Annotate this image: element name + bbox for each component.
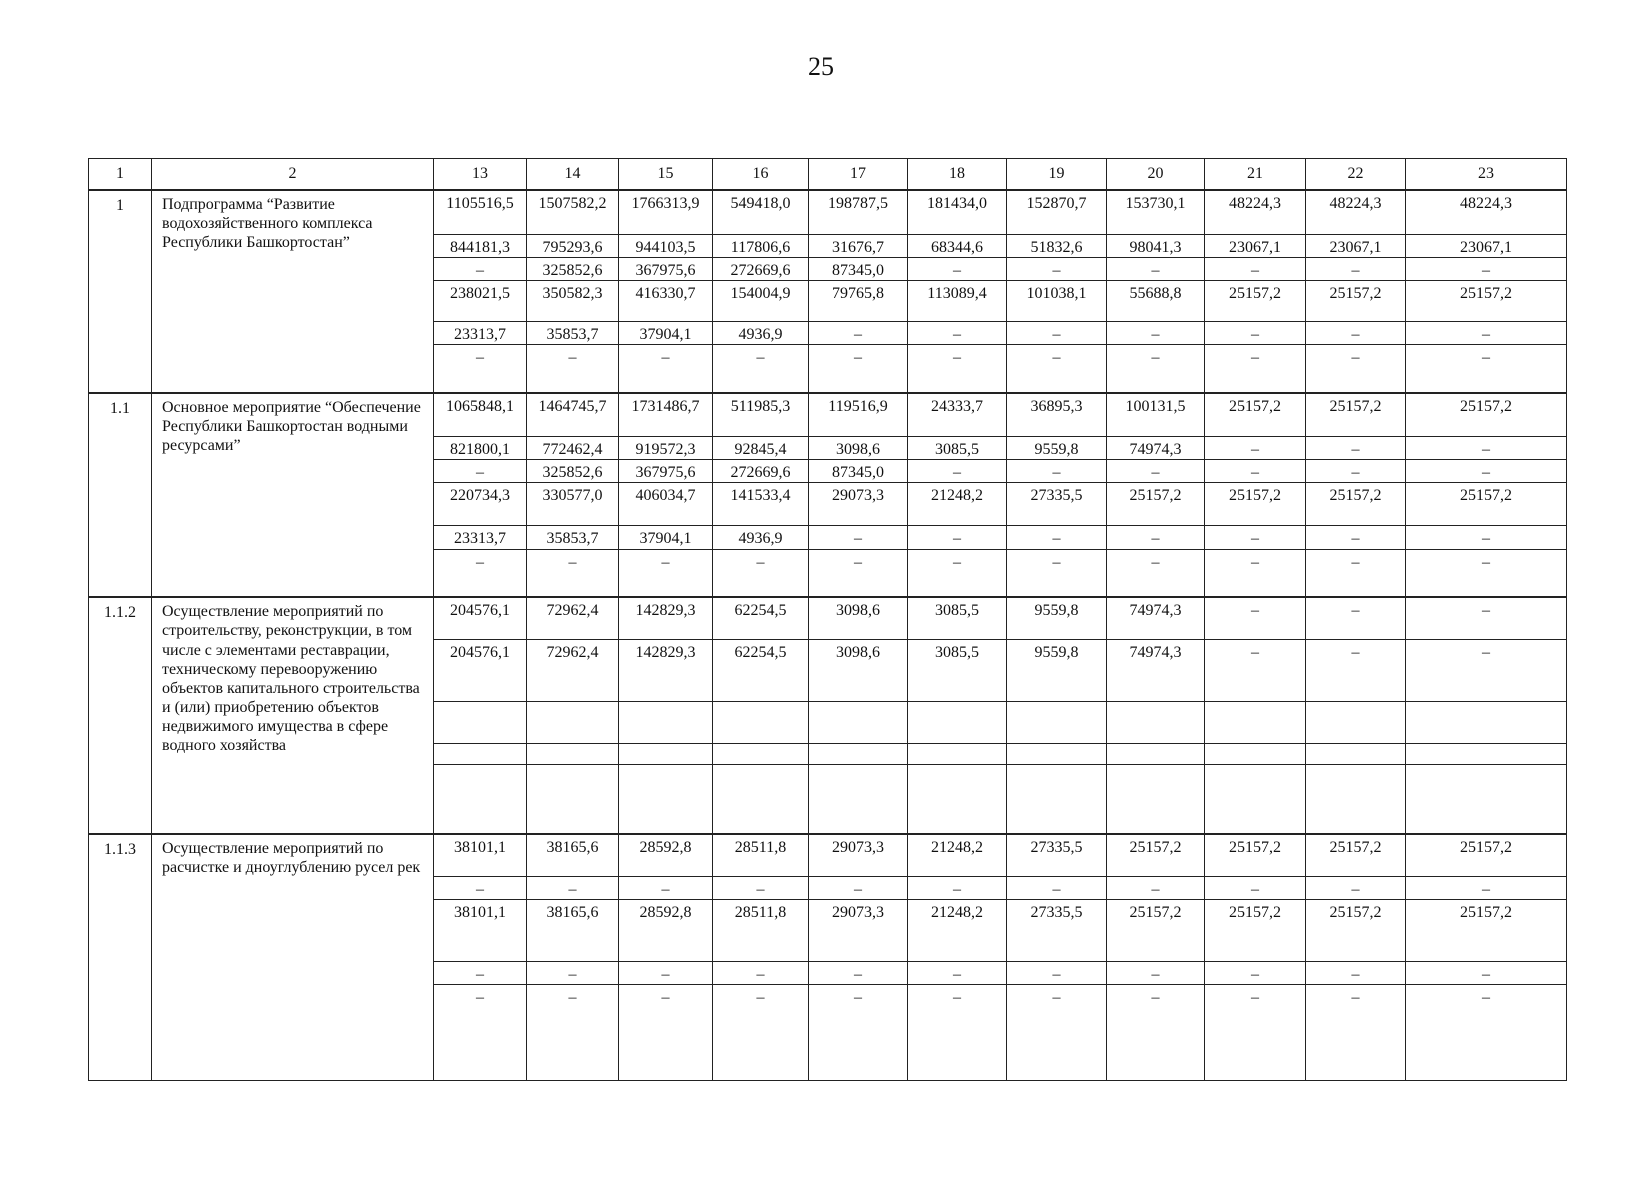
value-cell: – (1306, 876, 1406, 899)
value-cell: – (1406, 460, 1567, 483)
value-cell: – (1205, 460, 1306, 483)
value-cell: 27335,5 (1007, 899, 1107, 961)
value-cell (527, 701, 619, 743)
value-cell: 31676,7 (809, 234, 908, 257)
value-cell: – (1406, 437, 1567, 460)
value-cell: – (713, 985, 809, 1081)
value-cell: 23313,7 (434, 321, 527, 344)
value-cell: 9559,8 (1007, 437, 1107, 460)
value-cell: 87345,0 (809, 257, 908, 280)
value-cell: – (1205, 961, 1306, 984)
value-cell: – (1107, 985, 1205, 1081)
value-cell: 74974,3 (1107, 639, 1205, 701)
value-cell: – (809, 345, 908, 393)
value-cell: 238021,5 (434, 280, 527, 321)
value-cell: 48224,3 (1406, 190, 1567, 234)
value-cell: – (908, 460, 1007, 483)
value-cell (1306, 764, 1406, 834)
value-cell: – (527, 961, 619, 984)
value-cell (619, 701, 713, 743)
row-code: 1.1.2 (89, 597, 152, 834)
value-cell (527, 743, 619, 764)
value-cell (809, 743, 908, 764)
value-cell: 100131,5 (1107, 393, 1205, 437)
value-cell: – (1406, 549, 1567, 597)
value-cell (1406, 764, 1567, 834)
value-cell (1007, 743, 1107, 764)
value-cell: – (809, 985, 908, 1081)
value-cell: 141533,4 (713, 483, 809, 526)
value-cell: – (908, 876, 1007, 899)
value-cell: – (1007, 345, 1107, 393)
value-cell: – (619, 549, 713, 597)
value-cell: – (434, 961, 527, 984)
value-cell: 25157,2 (1306, 280, 1406, 321)
value-cell: 27335,5 (1007, 834, 1107, 876)
value-cell (908, 764, 1007, 834)
value-cell: 87345,0 (809, 460, 908, 483)
value-cell (713, 764, 809, 834)
value-cell: – (713, 549, 809, 597)
value-cell: 23067,1 (1406, 234, 1567, 257)
table-row (89, 393, 1567, 437)
value-cell: 35853,7 (527, 321, 619, 344)
value-cell: 38101,1 (434, 834, 527, 876)
value-cell: 3085,5 (908, 639, 1007, 701)
value-cell: 142829,3 (619, 639, 713, 701)
value-cell (1205, 701, 1306, 743)
value-cell: 23067,1 (1306, 234, 1406, 257)
value-cell: 92845,4 (713, 437, 809, 460)
value-cell: – (1205, 985, 1306, 1081)
column-header: 19 (1007, 159, 1107, 191)
value-cell: – (713, 961, 809, 984)
table-row (89, 597, 1567, 639)
value-cell: 74974,3 (1107, 597, 1205, 639)
value-cell: 25157,2 (1306, 393, 1406, 437)
value-cell: 1065848,1 (434, 393, 527, 437)
row-name: Основное мероприятие “Обеспечение Республики Башкортостан водными ресурсами” (152, 393, 434, 598)
value-cell: – (1306, 437, 1406, 460)
value-cell: – (434, 985, 527, 1081)
value-cell: 25157,2 (1205, 834, 1306, 876)
value-cell: 72962,4 (527, 597, 619, 639)
value-cell: 23067,1 (1205, 234, 1306, 257)
value-cell: 416330,7 (619, 280, 713, 321)
value-cell: – (619, 876, 713, 899)
value-cell: – (713, 345, 809, 393)
value-cell: – (1306, 345, 1406, 393)
value-cell: 74974,3 (1107, 437, 1205, 460)
value-cell: – (713, 876, 809, 899)
value-cell: – (1306, 549, 1406, 597)
value-cell: – (1306, 321, 1406, 344)
value-cell (527, 764, 619, 834)
value-cell (1406, 743, 1567, 764)
value-cell: 25157,2 (1107, 834, 1205, 876)
column-header: 14 (527, 159, 619, 191)
value-cell (1306, 743, 1406, 764)
value-cell: – (809, 526, 908, 549)
value-cell: – (1306, 257, 1406, 280)
value-cell: – (434, 257, 527, 280)
value-cell: – (1007, 257, 1107, 280)
value-cell: 3098,6 (809, 437, 908, 460)
value-cell: 844181,3 (434, 234, 527, 257)
value-cell: – (1205, 257, 1306, 280)
value-cell (908, 743, 1007, 764)
column-header: 20 (1107, 159, 1205, 191)
value-cell: 119516,9 (809, 393, 908, 437)
column-header: 16 (713, 159, 809, 191)
value-cell: 272669,6 (713, 460, 809, 483)
value-cell: 25157,2 (1107, 899, 1205, 961)
value-cell: – (1107, 961, 1205, 984)
value-cell (434, 743, 527, 764)
value-cell: 142829,3 (619, 597, 713, 639)
value-cell: 25157,2 (1205, 280, 1306, 321)
row-code: 1 (89, 190, 152, 393)
value-cell: – (1306, 639, 1406, 701)
value-cell: – (1406, 345, 1567, 393)
value-cell: 25157,2 (1406, 834, 1567, 876)
value-cell: – (908, 345, 1007, 393)
column-header: 1 (89, 159, 152, 191)
value-cell: – (809, 961, 908, 984)
value-cell: – (908, 985, 1007, 1081)
row-name: Подпрограмма “Развитие водохозяйственного комплекса Республики Башкортостан” (152, 190, 434, 393)
value-cell: 117806,6 (713, 234, 809, 257)
value-cell: 28511,8 (713, 899, 809, 961)
value-cell: 21248,2 (908, 834, 1007, 876)
value-cell: 25157,2 (1406, 280, 1567, 321)
value-cell: – (527, 985, 619, 1081)
value-cell (1205, 743, 1306, 764)
value-cell: 98041,3 (1107, 234, 1205, 257)
value-cell: 113089,4 (908, 280, 1007, 321)
value-cell: – (1107, 257, 1205, 280)
column-header: 22 (1306, 159, 1406, 191)
value-cell: – (1205, 526, 1306, 549)
value-cell: 406034,7 (619, 483, 713, 526)
value-cell: – (1007, 321, 1107, 344)
value-cell (908, 701, 1007, 743)
table-row (89, 834, 1567, 876)
value-cell: 27335,5 (1007, 483, 1107, 526)
value-cell: 62254,5 (713, 639, 809, 701)
value-cell: – (1406, 876, 1567, 899)
value-cell: 25157,2 (1406, 483, 1567, 526)
value-cell: – (1007, 876, 1107, 899)
value-cell: – (1007, 526, 1107, 549)
value-cell: – (1306, 597, 1406, 639)
value-cell: 9559,8 (1007, 639, 1107, 701)
value-cell: – (434, 876, 527, 899)
value-cell: 367975,6 (619, 257, 713, 280)
value-cell: – (527, 345, 619, 393)
value-cell: – (1406, 597, 1567, 639)
value-cell (1007, 701, 1107, 743)
value-cell: 23313,7 (434, 526, 527, 549)
value-cell: 330577,0 (527, 483, 619, 526)
value-cell: – (619, 345, 713, 393)
value-cell: 4936,9 (713, 321, 809, 344)
value-cell (1107, 701, 1205, 743)
value-cell: – (619, 985, 713, 1081)
value-cell: 62254,5 (713, 597, 809, 639)
value-cell (1406, 701, 1567, 743)
value-cell (1107, 743, 1205, 764)
budget-table (88, 158, 1567, 1081)
value-cell: – (1107, 345, 1205, 393)
value-cell: 37904,1 (619, 526, 713, 549)
value-cell: 29073,3 (809, 899, 908, 961)
value-cell (619, 743, 713, 764)
value-cell: – (434, 460, 527, 483)
value-cell: 152870,7 (1007, 190, 1107, 234)
value-cell: 21248,2 (908, 483, 1007, 526)
column-header: 15 (619, 159, 713, 191)
value-cell: 153730,1 (1107, 190, 1205, 234)
value-cell: 25157,2 (1306, 899, 1406, 961)
value-cell: – (908, 257, 1007, 280)
value-cell: – (1107, 526, 1205, 549)
value-cell: 3098,6 (809, 597, 908, 639)
value-cell: 25157,2 (1406, 393, 1567, 437)
value-cell (434, 764, 527, 834)
value-cell: 1464745,7 (527, 393, 619, 437)
value-cell: 36895,3 (1007, 393, 1107, 437)
value-cell: 795293,6 (527, 234, 619, 257)
value-cell: 821800,1 (434, 437, 527, 460)
value-cell: 38165,6 (527, 834, 619, 876)
value-cell: 48224,3 (1205, 190, 1306, 234)
value-cell: – (1406, 321, 1567, 344)
value-cell: 154004,9 (713, 280, 809, 321)
column-header: 13 (434, 159, 527, 191)
value-cell: 25157,2 (1107, 483, 1205, 526)
value-cell: – (527, 876, 619, 899)
value-cell: 48224,3 (1306, 190, 1406, 234)
column-header: 2 (152, 159, 434, 191)
value-cell: – (1007, 549, 1107, 597)
value-cell: – (1205, 437, 1306, 460)
value-cell: – (1205, 345, 1306, 393)
value-cell: – (619, 961, 713, 984)
value-cell: – (434, 345, 527, 393)
value-cell: 35853,7 (527, 526, 619, 549)
value-cell: – (1107, 321, 1205, 344)
value-cell: 79765,8 (809, 280, 908, 321)
column-header: 18 (908, 159, 1007, 191)
value-cell: – (1107, 460, 1205, 483)
value-cell: 367975,6 (619, 460, 713, 483)
value-cell: 350582,3 (527, 280, 619, 321)
value-cell: – (1406, 526, 1567, 549)
value-cell: – (908, 549, 1007, 597)
table-row (89, 190, 1567, 234)
value-cell: – (1107, 549, 1205, 597)
value-cell: 29073,3 (809, 483, 908, 526)
value-cell: 28511,8 (713, 834, 809, 876)
value-cell: 3085,5 (908, 437, 1007, 460)
value-cell (1205, 764, 1306, 834)
value-cell: 272669,6 (713, 257, 809, 280)
table-body (89, 190, 1567, 1081)
value-cell: 25157,2 (1406, 899, 1567, 961)
value-cell: 37904,1 (619, 321, 713, 344)
value-cell: – (809, 549, 908, 597)
value-cell: 9559,8 (1007, 597, 1107, 639)
value-cell: 1507582,2 (527, 190, 619, 234)
value-cell: 68344,6 (908, 234, 1007, 257)
value-cell: – (908, 961, 1007, 984)
value-cell (713, 701, 809, 743)
value-cell: 1766313,9 (619, 190, 713, 234)
row-code: 1.1.3 (89, 834, 152, 1080)
value-cell (1007, 764, 1107, 834)
value-cell: 944103,5 (619, 234, 713, 257)
value-cell: 28592,8 (619, 834, 713, 876)
value-cell: 51832,6 (1007, 234, 1107, 257)
value-cell: 21248,2 (908, 899, 1007, 961)
value-cell: 25157,2 (1306, 483, 1406, 526)
value-cell: – (1205, 597, 1306, 639)
value-cell (809, 701, 908, 743)
page-number: 25 (808, 52, 834, 81)
value-cell: 549418,0 (713, 190, 809, 234)
value-cell: 55688,8 (1107, 280, 1205, 321)
value-cell: 3085,5 (908, 597, 1007, 639)
row-code: 1.1 (89, 393, 152, 598)
value-cell: – (1007, 985, 1107, 1081)
value-cell: 1105516,5 (434, 190, 527, 234)
value-cell: 25157,2 (1205, 483, 1306, 526)
value-cell (434, 701, 527, 743)
value-cell: – (1406, 257, 1567, 280)
value-cell: 3098,6 (809, 639, 908, 701)
value-cell: – (1007, 961, 1107, 984)
value-cell: – (1306, 961, 1406, 984)
value-cell: 25157,2 (1306, 834, 1406, 876)
value-cell: 1731486,7 (619, 393, 713, 437)
value-cell: – (434, 549, 527, 597)
value-cell: – (1007, 460, 1107, 483)
value-cell: – (1306, 985, 1406, 1081)
value-cell: – (1205, 321, 1306, 344)
value-cell: 204576,1 (434, 639, 527, 701)
value-cell: 38101,1 (434, 899, 527, 961)
value-cell: – (1205, 549, 1306, 597)
value-cell (809, 764, 908, 834)
value-cell (619, 764, 713, 834)
table-header (89, 159, 1567, 191)
column-number-row (89, 159, 1567, 191)
value-cell: – (1306, 526, 1406, 549)
value-cell: – (908, 526, 1007, 549)
value-cell: 72962,4 (527, 639, 619, 701)
value-cell: 511985,3 (713, 393, 809, 437)
value-cell (713, 743, 809, 764)
value-cell: 38165,6 (527, 899, 619, 961)
value-cell: 29073,3 (809, 834, 908, 876)
value-cell: – (1406, 961, 1567, 984)
value-cell: – (1406, 985, 1567, 1081)
value-cell: 28592,8 (619, 899, 713, 961)
value-cell: – (1205, 639, 1306, 701)
value-cell: 4936,9 (713, 526, 809, 549)
value-cell: – (1205, 876, 1306, 899)
value-cell: – (809, 321, 908, 344)
value-cell: 25157,2 (1205, 393, 1306, 437)
value-cell: – (1306, 460, 1406, 483)
value-cell: 24333,7 (908, 393, 1007, 437)
value-cell: 325852,6 (527, 257, 619, 280)
value-cell: – (1406, 639, 1567, 701)
row-name: Осуществление мероприятий по расчистке и дноуглублению русел рек (152, 834, 434, 1080)
value-cell: – (527, 549, 619, 597)
value-cell (1306, 701, 1406, 743)
column-header: 23 (1406, 159, 1567, 191)
value-cell: 198787,5 (809, 190, 908, 234)
value-cell: – (1107, 876, 1205, 899)
value-cell: 772462,4 (527, 437, 619, 460)
value-cell: 204576,1 (434, 597, 527, 639)
column-header: 21 (1205, 159, 1306, 191)
value-cell: – (908, 321, 1007, 344)
value-cell: 325852,6 (527, 460, 619, 483)
column-header: 17 (809, 159, 908, 191)
value-cell: 181434,0 (908, 190, 1007, 234)
row-name: Осуществление мероприятий по строительству, реконструкции, в том числе с элементами реставрации, техническому перевооружению объектов капитального строительства и (или) приобретению объектов недвижимого имущества в сфере водного хозяйства (152, 597, 434, 834)
value-cell: 220734,3 (434, 483, 527, 526)
value-cell: 919572,3 (619, 437, 713, 460)
value-cell (1107, 764, 1205, 834)
value-cell: 101038,1 (1007, 280, 1107, 321)
value-cell: – (809, 876, 908, 899)
value-cell: 25157,2 (1205, 899, 1306, 961)
